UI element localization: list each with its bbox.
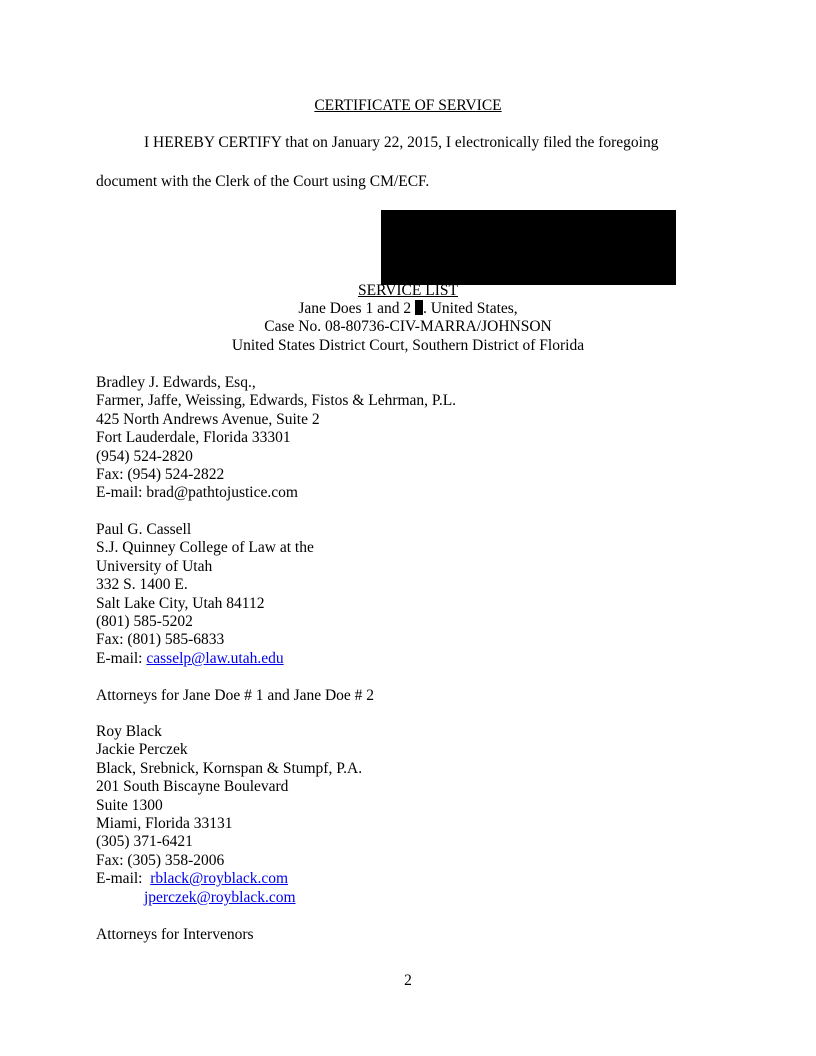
- black-line: 201 South Biscayne Boulevard: [96, 778, 289, 796]
- black-line: Jackie Perczek: [96, 741, 188, 759]
- certificate-title: CERTIFICATE OF SERVICE: [314, 97, 502, 114]
- redaction-box-signature: [381, 210, 676, 285]
- case-caption: [0, 300, 816, 318]
- black-line: Fax: (305) 358-2006: [96, 851, 225, 869]
- certificate-text-line-1: I HEREBY CERTIFY that on January 22, 2015, I electronically filed the foregoing: [144, 134, 659, 151]
- redaction-mark-inline: [415, 300, 423, 315]
- page-number: 2: [404, 972, 412, 989]
- cassell-email-label: E-mail:: [96, 649, 147, 667]
- court-name: United States District Court, Southern District of Florida: [231, 337, 585, 354]
- black-email-row: [96, 870, 362, 888]
- case-caption-prefix: Jane Does 1 and 2: [298, 300, 412, 317]
- black-contact-block: [96, 723, 362, 907]
- black-line: Roy Black: [96, 723, 162, 740]
- edwards-line: (954) 524-2820: [96, 447, 193, 465]
- black-email-link-2[interactable]: jperczek@royblack.com: [144, 888, 296, 906]
- certificate-text-line-2: document with the Clerk of the Court using CM/ECF.: [96, 173, 430, 190]
- cassell-contact-block: [96, 521, 314, 668]
- cassell-line: S.J. Quinney College of Law at the: [96, 539, 314, 557]
- black-email-label: E-mail:: [96, 870, 151, 888]
- cassell-line: Salt Lake City, Utah 84112: [96, 594, 265, 612]
- cassell-line: University of Utah: [96, 557, 213, 575]
- black-line: Suite 1300: [96, 796, 163, 814]
- attorneys-for-jane-does: Attorneys for Jane Doe # 1 and Jane Doe # 2: [96, 687, 375, 704]
- attorneys-for-intervenors: Attorneys for Intervenors: [96, 926, 254, 943]
- cassell-line: Paul G. Cassell: [96, 521, 192, 538]
- edwards-line: 425 North Andrews Avenue, Suite 2: [96, 410, 320, 428]
- service-list-title: SERVICE LIST: [358, 282, 458, 299]
- black-line: Miami, Florida 33131: [96, 815, 233, 833]
- case-caption-suffix: . United States,: [422, 300, 518, 317]
- black-line: Black, Srebnick, Kornspan & Stumpf, P.A.: [96, 759, 363, 777]
- edwards-contact-block: [96, 374, 456, 503]
- edwards-email: E-mail: brad@pathtojustice.com: [96, 484, 298, 502]
- case-number: Case No. 08-80736-CIV-MARRA/JOHNSON: [264, 318, 552, 335]
- edwards-line: Farmer, Jaffe, Weissing, Edwards, Fistos & Lehrman, P.L.: [96, 392, 457, 410]
- edwards-line: Fax: (954) 524-2822: [96, 466, 225, 484]
- black-email-row-2: [96, 889, 362, 907]
- cassell-line: (801) 585-5202: [96, 613, 193, 631]
- cassell-line: 332 S. 1400 E.: [96, 576, 188, 594]
- cassell-email-link[interactable]: casselp@law.utah.edu: [146, 649, 284, 667]
- edwards-line: Fort Lauderdale, Florida 33301: [96, 429, 291, 447]
- cassell-line: Fax: (801) 585-6833: [96, 631, 225, 649]
- black-line: (305) 371-6421: [96, 833, 193, 851]
- edwards-line: Bradley J. Edwards, Esq.,: [96, 374, 256, 391]
- black-email-link-1[interactable]: rblack@royblack.com: [150, 870, 289, 888]
- cassell-email-row: [96, 650, 314, 668]
